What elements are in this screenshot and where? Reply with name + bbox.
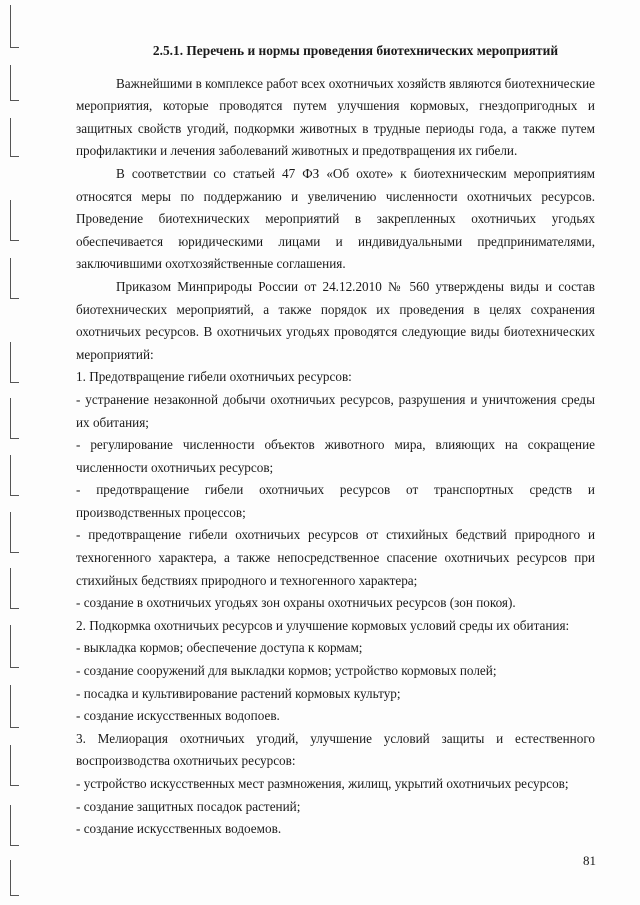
list-item: - устройство искусственных мест размножения, жилищ, укрытий охотничьих ресурсов; — [76, 776, 569, 791]
list-item: - создание искусственных водоемов. — [76, 821, 282, 837]
scan-edge-mark — [10, 805, 19, 846]
list-item: - создание защитных посадок растений; — [76, 798, 301, 814]
document-body — [76, 40, 595, 841]
scan-edge-mark — [10, 860, 19, 896]
paragraph: Приказом Минприроды России от 24.12.2010 № 560 утверждены виды и состав биотехнических мероприятий, а также порядок их проведения в целях сохранения охотничьих ресурсов. В охотничьих угодьях проводятся следующие виды биотехнических мероприятий: — [76, 278, 595, 362]
list-item: - регулирование численности объектов животного мира, влияющих на сокращение численности охотничьих ресурсов; — [76, 437, 595, 475]
list-item: - предотвращение гибели охотничьих ресурсов от транспортных средств и производственных процессов; — [76, 482, 595, 520]
scan-edge-mark — [10, 455, 19, 496]
list-heading: 1. Предотвращение гибели охотничьих ресурсов: — [76, 369, 352, 385]
scan-edge-mark — [10, 65, 19, 101]
list-item: - устранение незаконной добычи охотничьих ресурсов, разрушения и уничтожения среды их обитания; — [76, 391, 595, 430]
scan-edge-mark — [10, 745, 19, 786]
list-item: - создание искусственных водопоев. — [76, 708, 280, 724]
scan-edge-mark — [10, 5, 19, 48]
scan-edge-mark — [10, 568, 19, 609]
list-item: - предотвращение гибели охотничьих ресурсов от стихийных бедствий природного и техногенного характера, а также непосредственное спасение охотничьих ресурсов при стихийных бедствиях природного и техногенного характера; — [76, 527, 595, 588]
scan-edge-mark — [10, 685, 19, 728]
list-item: - выкладка кормов; обеспечение доступа к кормам; — [76, 640, 363, 656]
scan-edge-mark — [10, 398, 19, 439]
list-item: - посадка и культивирование растений кормовых культур; — [76, 685, 401, 701]
scan-edge-mark — [10, 512, 19, 553]
scan-edge-mark — [10, 625, 19, 668]
list-heading: 3. Мелиорация охотничьих угодий, улучшение условий защиты и естественного воспроизводства охотничьих ресурсов: — [76, 730, 595, 769]
scan-edge-mark — [10, 342, 19, 383]
list-item: - создание в охотничьих угодьях зон охраны охотничьих ресурсов (зон покоя). — [76, 595, 516, 611]
section-heading: 2.5.1. Перечень и нормы проведения биотехнических мероприятий — [152, 43, 559, 58]
scan-edge-mark — [10, 258, 19, 299]
page-number: 81 — [583, 853, 596, 868]
list-item: - создание сооружений для выкладки кормов; устройство кормовых полей; — [76, 663, 497, 679]
paragraph: В соответствии со статьей 47 ФЗ «Об охоте» к биотехническим мероприятиям относятся меры по поддержанию и увеличению численности охотничьих ресурсов. Проведение биотехнических мероприятий в закрепленных охотничьих угодьях обеспечивается юридическими лицами и индивидуальными предпринимателями, заключившими охотхозяйственные соглашения. — [76, 165, 595, 272]
paragraph: Важнейшими в комплексе работ всех охотничьих хозяйств являются биотехнические мероприятия, которые проводятся путем улучшения кормовых, гнездопригодных и защитных свойств угодий, подкормки животных в трудные периоды года, а также путем профилактики и лечения заболеваний животных и предотвращения их гибели. — [76, 75, 596, 159]
scan-edge-mark — [10, 200, 19, 241]
list-heading: 2. Подкормка охотничьих ресурсов и улучшение кормовых условий среды их обитания: — [76, 617, 570, 633]
scan-edge-mark — [10, 118, 19, 157]
